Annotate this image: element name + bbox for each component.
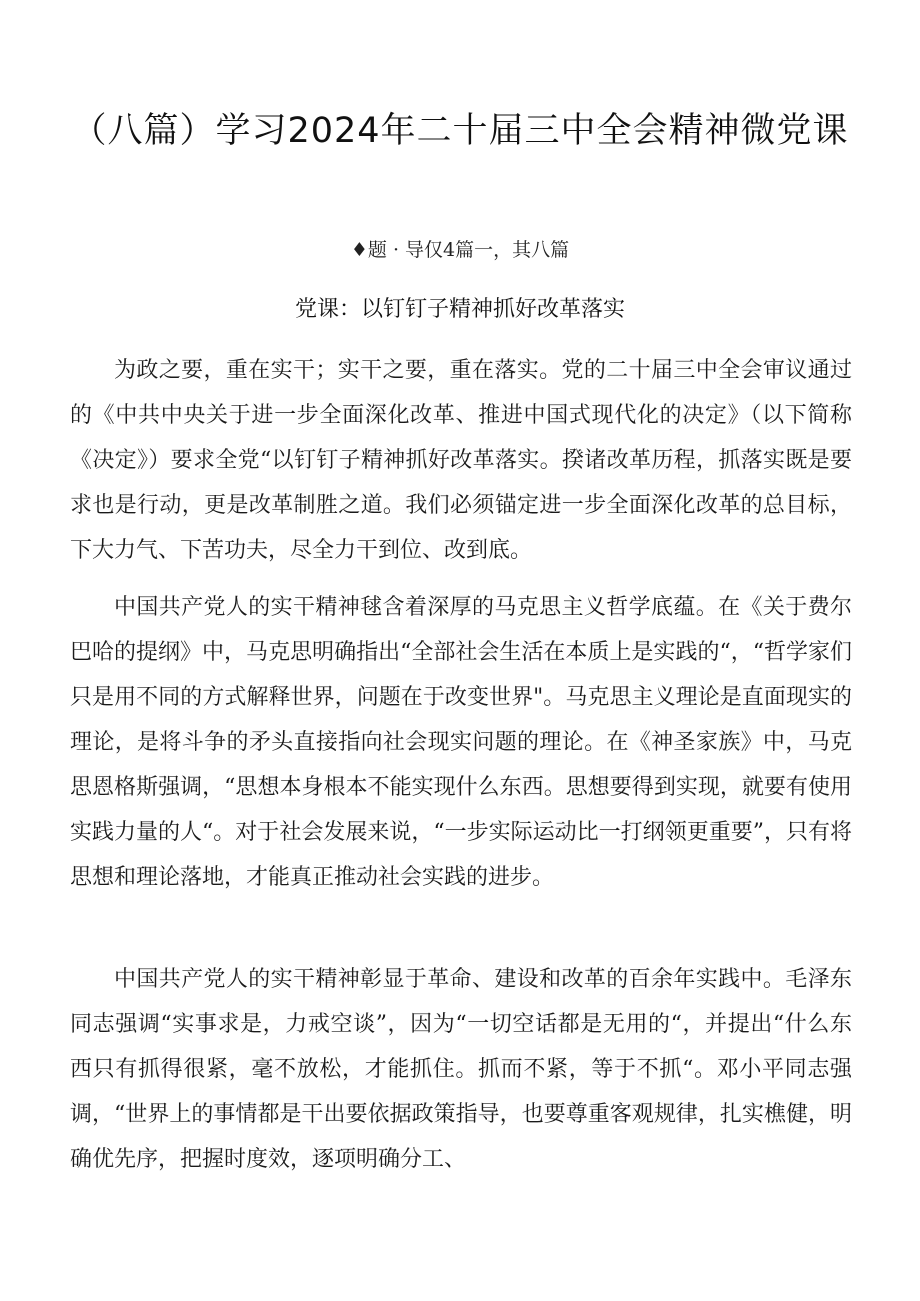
document-title: （八篇）学习2024年二十届三中全会精神微党课 (71, 111, 849, 151)
paragraph-2: 中国共产党人的实干精神毬含着深厚的马克思主义哲学底蕴。在《关于费尔巴哈的提纲》中，马克思明确指出“全部社会生活在本质上是实践的“，“哲学家们只是用不同的方式解释世界，问题在于改变世界"。马克思主义理论是直面现实的理论，是将斗争的矛头直接指向社会现实问题的理论。在《神圣家族》中，马克思恩格斯强调，“思想本身根本不能实现什么东西。思想要得到实现，就要有使用实践力量的人“。对于社会发展来说，“一步实际运动比一打纲领更重要”，只有将思想和理论落地，才能真正推动社会实践的进步。 (70, 595, 852, 890)
paragraph-3: 中国共产党人的实干精神彰显于革命、建设和改革的百余年实践中。毛泽东同志强调“实事求是，力戒空谈”，因为“一切空话都是无用的“，并提出“什么东西只有抓得很紧，毫不放松，才能抓住。抓而不紧，等于不抓“。邓小平同志强调，“世界上的事情都是干出要依据政策指导，也要尊重客观规律，扎实樵健，明确优先序，把握时度效，逐项明确分工、 (70, 967, 852, 1172)
paragraph-1: 为政之要，重在实干；实干之要，重在落实。党的二十届三中全会审议通过的《中共中央关于进一步全面深化改革、推进中国式现代化的决定》（以下简称《决定》）要求全党“以钉钉子精神抓好改革落实。揆诸改革历程，抓落实既是要求也是行动，更是改革制胜之道。我们必须锚定进一步全面深化改革的总目标，下大力气、下苦功夫，尽全力干到位、改到底。 (70, 358, 852, 563)
document-subtitle: ♦题 · 导仅4篇一，其八篇 (350, 239, 570, 261)
section-title: 党课：以钉钉子精神抓好改革落实 (294, 297, 625, 322)
